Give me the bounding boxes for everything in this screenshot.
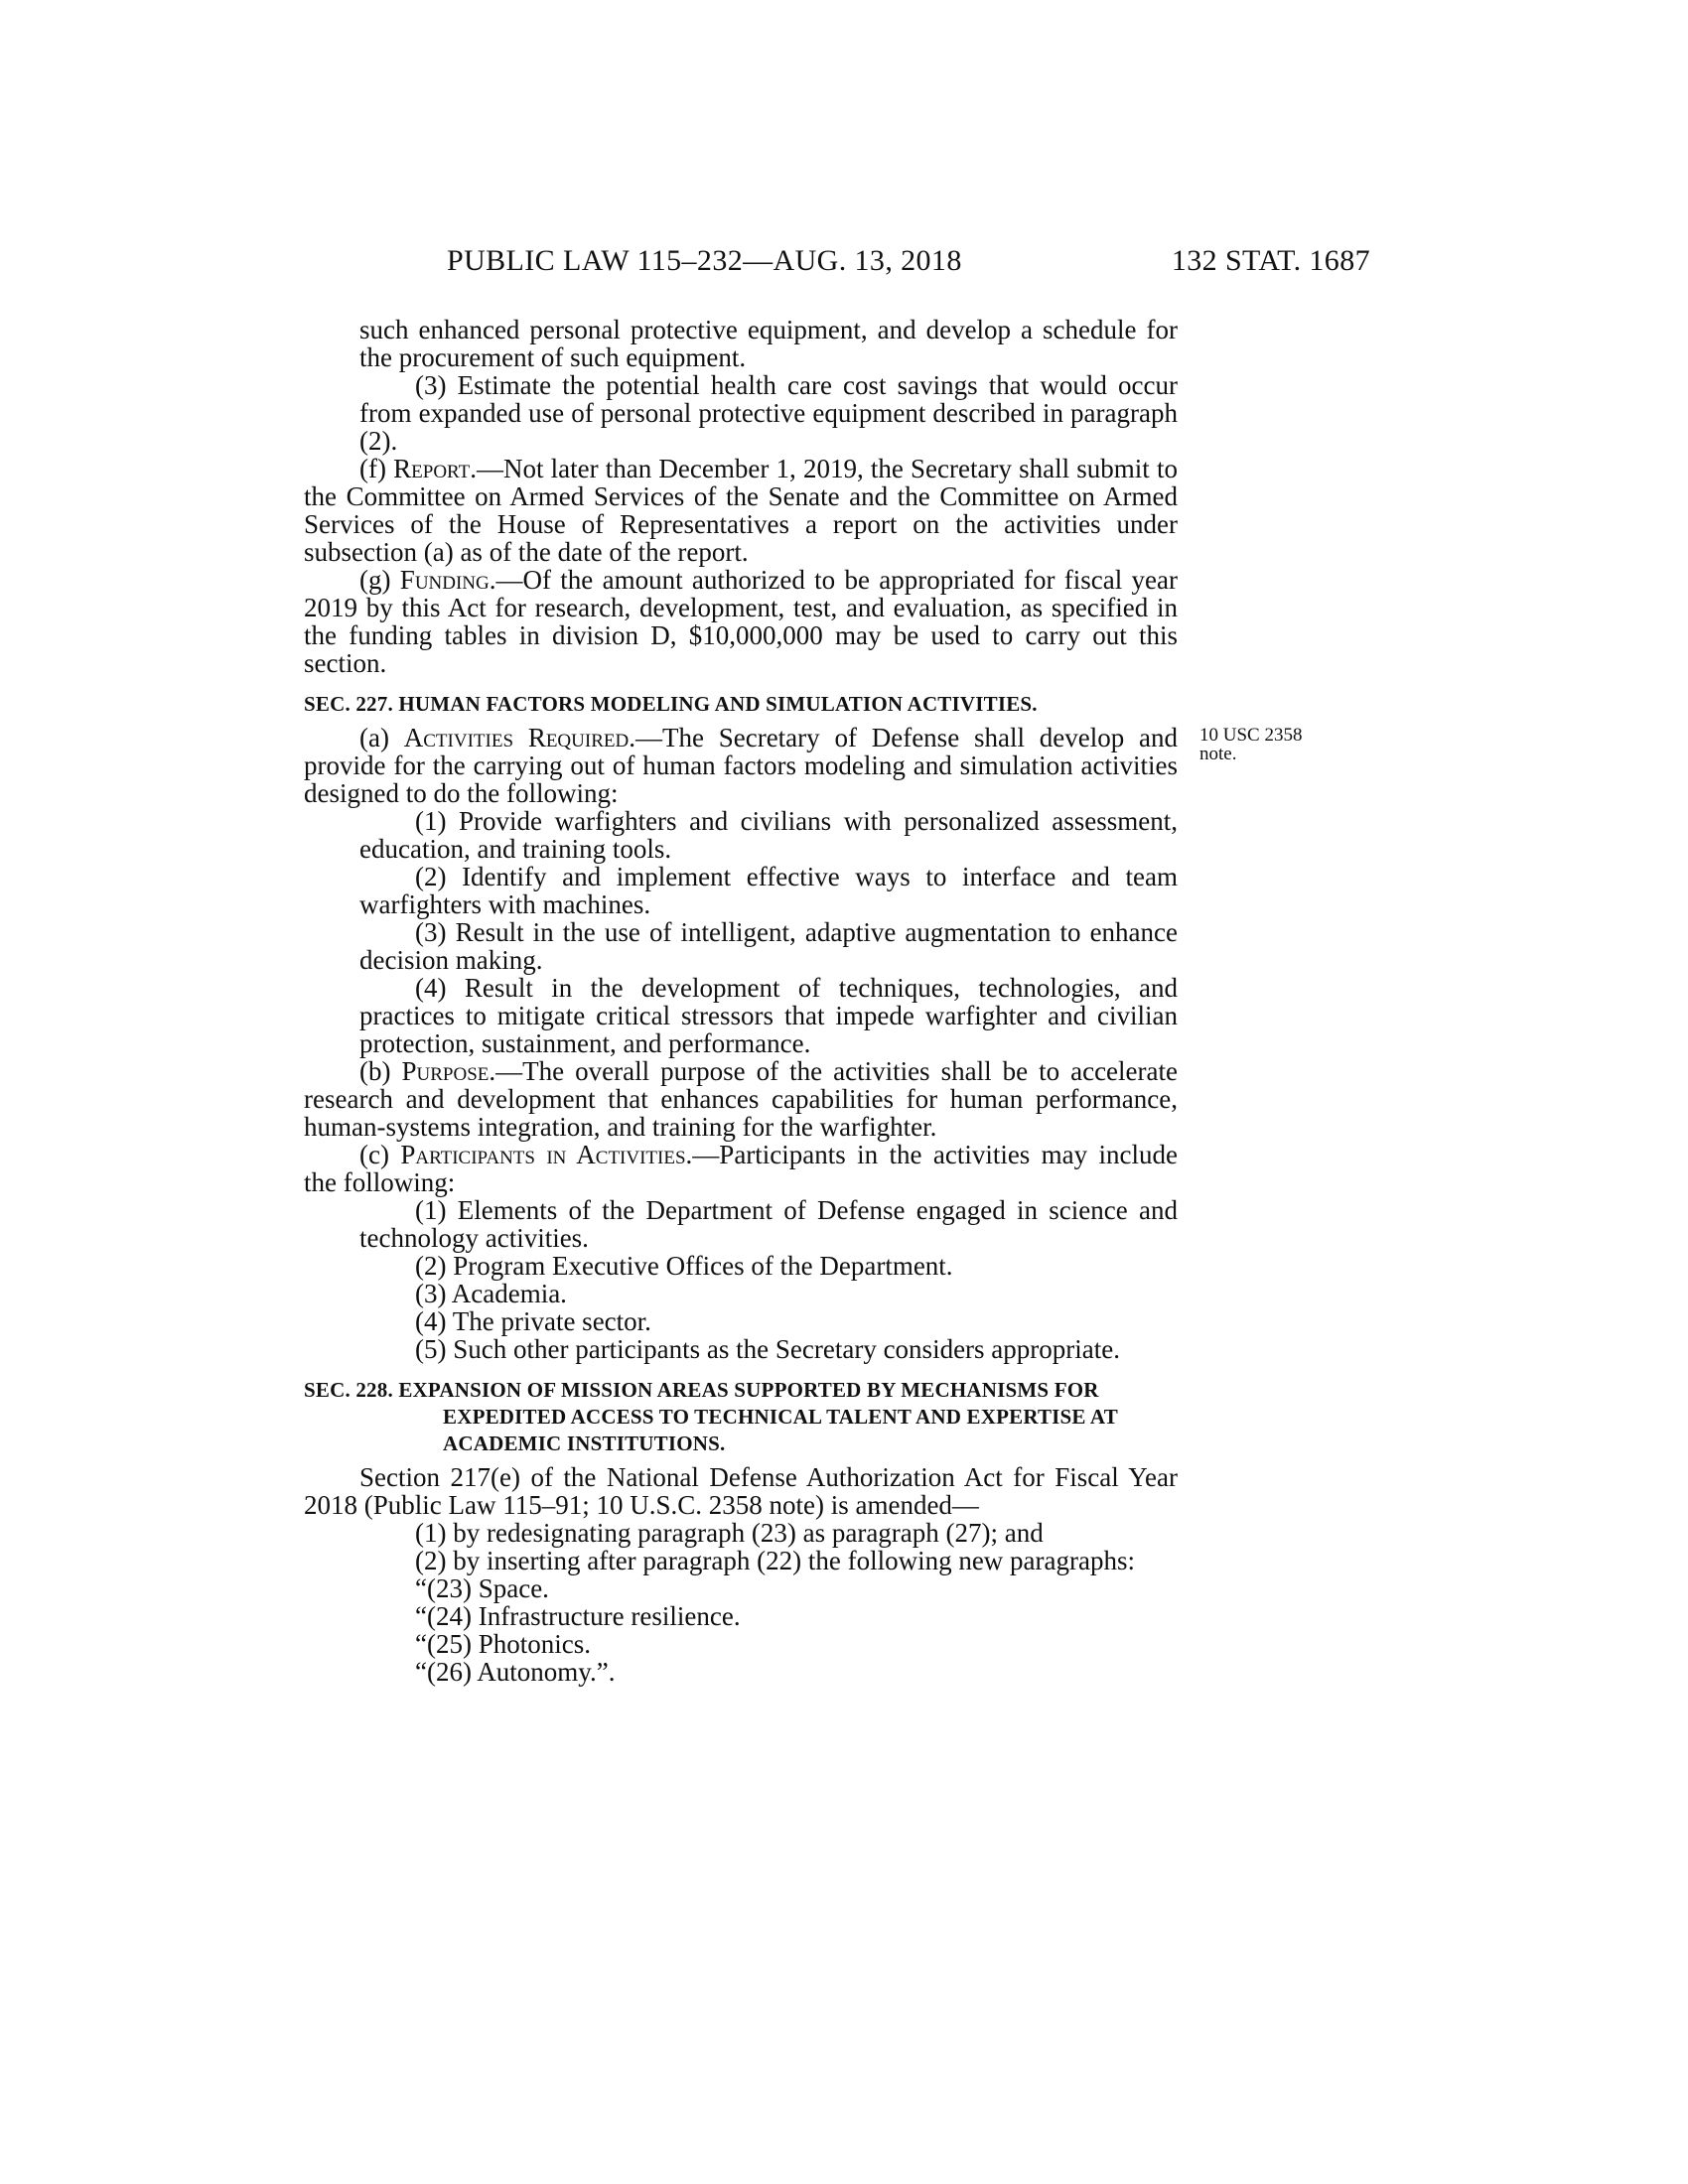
list-item: (3) Academia.	[415, 1279, 567, 1308]
page-number: 132 STAT. 1687	[1171, 244, 1370, 277]
subsection-f-heading: Report	[393, 454, 471, 483]
subsection-g: (g) Funding.—Of the amount authorized to be appropriated for fiscal year 2019 by this Act for research, development, test, and evaluation, as specified in the funding tables in division D, $10,000,000 may be used to carry out this section.	[304, 565, 1178, 678]
section-227-subsection-a: (a) Activities Required.—The Secretary of Defense shall develop and provide for the carrying out of human factors modeling and simulation activities designed to do the following:	[304, 723, 1178, 808]
new-paragraph: “(25) Photonics.	[415, 1629, 591, 1659]
list-item: (4) Result in the development of techniques, technologies, and practices to mitigate critical stressors that impede warfighter and civilian protection, sustainment, and performance.	[359, 973, 1178, 1058]
subsection-a-heading: Activities Required	[403, 723, 630, 752]
new-paragraph: “(24) Infrastructure resilience.	[415, 1601, 741, 1631]
list-item: (1) by redesignating paragraph (23) as paragraph (27); and	[415, 1518, 1044, 1548]
new-paragraph: “(23) Space.	[415, 1573, 549, 1603]
section-227-subsection-b: (b) Purpose.—The overall purpose of the activities shall be to accelerate research and development that enhances capabilities for human performance, human-systems integration, and training for the warfighter.	[304, 1056, 1178, 1142]
list-item: (5) Such other participants as the Secretary considers appropriate.	[415, 1334, 1120, 1364]
subsection-g-heading: Funding	[399, 565, 490, 595]
margin-note	[1199, 726, 1348, 763]
list-item: (1) Provide warfighters and civilians with personalized assessment, education, and training tools.	[359, 806, 1178, 864]
list-item: (2) Program Executive Offices of the Department.	[415, 1251, 953, 1281]
margin-note-suffix: note.	[1199, 744, 1237, 764]
section-228-heading: SEC. 228. EXPANSION OF MISSION AREAS SUPPORTED BY MECHANISMS FOR EXPEDITED ACCESS TO TECHNICAL TALENT AND EXPERTISE AT ACADEMIC INSTITUTIONS.	[304, 1378, 1118, 1455]
paragraph-continuation: such enhanced personal protective equipment, and develop a schedule for the procurement of such equipment.	[359, 315, 1178, 372]
list-item: (4) The private sector.	[415, 1306, 651, 1336]
subsection-c-heading: Participants in Activities	[400, 1140, 686, 1169]
new-paragraph: “(26) Autonomy.”.	[415, 1657, 616, 1687]
section-227-heading: SEC. 227. HUMAN FACTORS MODELING AND SIMULATION ACTIVITIES.	[304, 692, 1038, 716]
subsection-b-heading: Purpose	[401, 1056, 490, 1086]
list-item: (3) Result in the use of intelligent, adaptive augmentation to enhance decision making.	[359, 917, 1178, 975]
section-227-subsection-c: (c) Participants in Activities.—Participants in the activities may include the following:	[304, 1140, 1179, 1197]
margin-note-citation: 10 USC 2358	[1199, 725, 1303, 746]
subsection-f: (f) Report.—Not later than December 1, 2019, the Secretary shall submit to the Committee on Armed Services of the Senate and the Committee on Armed Services of the House of Representatives a report on the activities under subsection (a) as of the date of the report.	[304, 454, 1178, 567]
list-item: (1) Elements of the Department of Defense engaged in science and technology activities.	[359, 1195, 1178, 1253]
section-228-intro: Section 217(e) of the National Defense Authorization Act for Fiscal Year 2018 (Public Law 115–91; 10 U.S.C. 2358 note) is amended—	[304, 1462, 1178, 1520]
page-header	[447, 244, 1370, 284]
list-item: (2) by inserting after paragraph (22) the following new paragraphs:	[415, 1546, 1135, 1575]
paragraph-3: (3) Estimate the potential health care cost savings that would occur from expanded use of personal protective equipment described in paragraph (2).	[359, 370, 1178, 456]
running-head: PUBLIC LAW 115–232—AUG. 13, 2018	[447, 244, 962, 277]
body-text	[304, 316, 1178, 1686]
list-item: (2) Identify and implement effective ways to interface and team warfighters with machines.	[359, 862, 1178, 919]
